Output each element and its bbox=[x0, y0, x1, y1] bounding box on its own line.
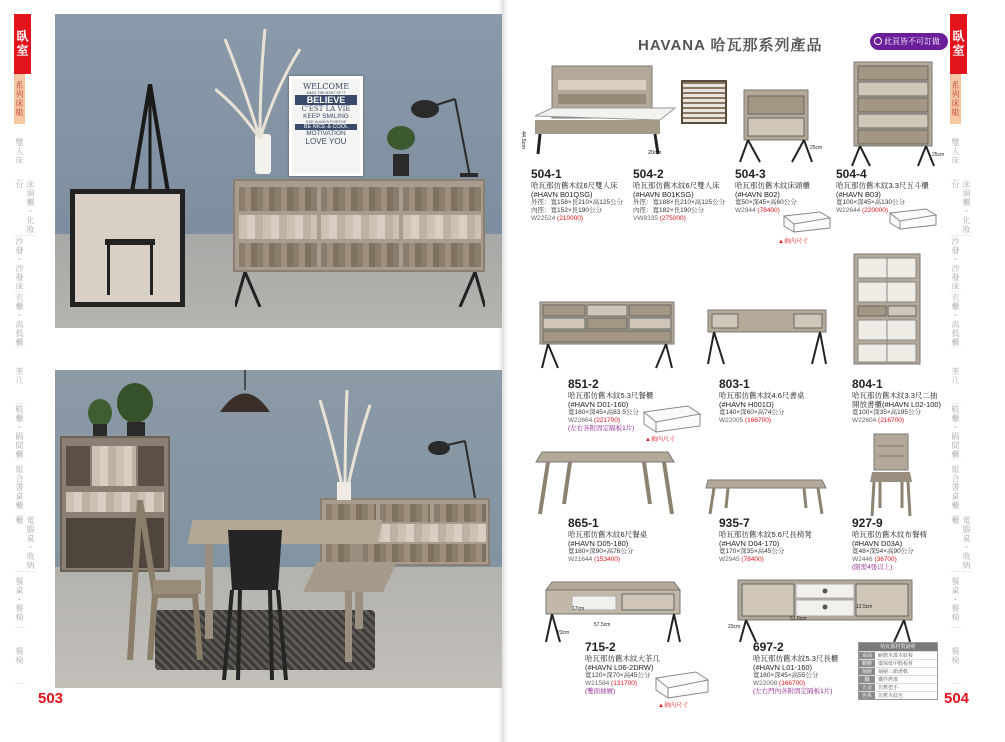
product-803-1[interactable]: 803-1 哈瓦那仿舊木紋4.6尺書桌 (#HAVN H001D) 寬140×深60×高74公分 W22005 (166700) bbox=[719, 377, 805, 424]
bench-935-7-illustration bbox=[704, 476, 828, 516]
product-715-2[interactable]: 715-2 哈瓦那仿舊木紋大茶几 (#HAVN L06-2DRW) 寬120×深70×高45公分 W21584 (131700) (雙面抽屜) bbox=[585, 640, 660, 695]
chest-504-4-illustration bbox=[848, 60, 938, 168]
legend-title: 哈瓦那材質說明 bbox=[859, 643, 937, 651]
chest-dim: 25cm bbox=[932, 152, 945, 158]
product-504-1[interactable]: 504-1 哈瓦那仿舊木紋6尺雙人床 (#HAVN B01QSG) 外徑：寬158×長210×高125公分 內徑：寬152×長190公分 W22524 (210000) bbox=[531, 167, 624, 222]
bed-slats-photo bbox=[681, 80, 727, 124]
room-photo-sideboard bbox=[55, 14, 502, 328]
tab-item[interactable]: 餐椅 bbox=[14, 628, 25, 684]
sideboard bbox=[233, 179, 485, 272]
sideboard-legs bbox=[235, 272, 485, 307]
left-side-tab bbox=[14, 14, 52, 664]
tab-item[interactable]: 茶几 bbox=[14, 348, 25, 404]
pendant-lamp-icon bbox=[215, 370, 275, 415]
tab-main-bedroom[interactable]: 臥室 bbox=[950, 14, 967, 74]
desk-lamp-icon bbox=[410, 89, 480, 179]
tab-sub-series[interactable]: 系列床組 bbox=[14, 74, 25, 124]
inner-size-label: ▲抽內尺寸 bbox=[645, 437, 675, 443]
potted-plant-icon bbox=[85, 378, 155, 438]
tab-item[interactable]: 雙人床 bbox=[14, 124, 25, 180]
canvas-frame bbox=[70, 189, 185, 307]
product-927-9[interactable]: 927-9 哈瓦那仿舊木紋布餐椅 (#HAVN D03A) 寬48×深54×高90公分 W2446 (36700) (限需4張以上) bbox=[852, 516, 927, 571]
tab-item[interactable]: 餐桌・餐椅 bbox=[14, 572, 25, 628]
legend-row: 櫃體 環保低甲醛板材 bbox=[859, 659, 937, 667]
metal-chair-icon bbox=[220, 530, 290, 680]
tab-sub-series[interactable]: 系列床組 bbox=[950, 74, 961, 124]
bed-height-dim: 44.5cm bbox=[520, 131, 526, 150]
tv-cabinet-dim-b: 51.5cm bbox=[790, 616, 807, 622]
tab-item[interactable]: 餐桌・餐椅 bbox=[950, 572, 961, 628]
tab-item[interactable]: 組合書桌櫃 bbox=[14, 460, 25, 516]
drawer-inner-diagram bbox=[640, 402, 704, 434]
legend-row: 五金 仿舊把手 bbox=[859, 683, 937, 691]
tab-item[interactable]: 衣櫃・高低櫃 bbox=[951, 292, 960, 347]
inner-size-label: ▲抽內尺寸 bbox=[658, 703, 688, 709]
product-504-4[interactable]: 504-4 哈瓦那仿舊木紋3.3尺五斗櫃 (#HAVN B03) 寬100×深45×高130公分 W22644 (220000) bbox=[836, 167, 929, 214]
product-865-1[interactable]: 865-1 哈瓦那仿舊木紋6尺餐桌 (#HAVN D05-180) 寬180×深90×高76公分 W21644 (153400) bbox=[568, 516, 648, 563]
bed-504-1-illustration bbox=[530, 64, 680, 162]
bench bbox=[303, 562, 397, 592]
inner-size-label: ▲抽內尺寸 bbox=[778, 239, 808, 245]
product-504-2[interactable]: 504-2 哈瓦那仿舊木紋6尺雙人床 (#HAVN B01KSG) 外徑：寬188×長210×高125公分 內徑：寬182×長190公分 VW8335 (275000) bbox=[633, 167, 726, 222]
drawer-inner-diagram bbox=[652, 668, 712, 700]
coffee-table-dim-c: 23cm bbox=[557, 630, 570, 636]
tab-item[interactable]: 沙發・沙發床 bbox=[15, 236, 24, 291]
tab-item[interactable]: 雙人床 bbox=[950, 124, 961, 180]
stool bbox=[105, 239, 155, 245]
legend-row: 抽屜 抽屜三節滑軌 bbox=[859, 667, 937, 675]
legend-row: 色系 仿舊木紋色 bbox=[859, 691, 937, 699]
tab-item[interactable]: 沙發・沙發床 bbox=[951, 236, 960, 291]
tv-cabinet-dim-c: 23cm bbox=[728, 624, 741, 630]
bed-leg-dim: 20cm bbox=[648, 150, 662, 156]
dining-chair-927-9-illustration bbox=[866, 432, 916, 518]
drawer-inner-diagram bbox=[886, 205, 940, 231]
tab-item[interactable]: 電腦桌・收納櫃 bbox=[951, 516, 971, 570]
tab-item[interactable]: 床頭櫃・化妝台 bbox=[15, 180, 35, 234]
drawer-inner-diagram bbox=[780, 208, 832, 234]
product-935-7[interactable]: 935-7 哈瓦那仿舊木紋5.6尺長椅凳 (#HAVN D04-170) 寬170×深35×高45公分 W2945 (78400) bbox=[719, 516, 812, 563]
coffee-table-dim-a: 17cm bbox=[572, 606, 585, 612]
page-title: HAVANA 哈瓦那系列產品 bbox=[638, 37, 823, 54]
motivation-poster: WELCOME MAKE THE MOST OF IT BELIEVE C'EST LA VIE KEEP SMILING STAY ALWAYS POSITIVE BE NICE & COOL MOTIVATION LOVE YOU bbox=[289, 76, 363, 176]
product-851-2[interactable]: 851-2 哈瓦那仿舊木紋5.3尺餐櫃 (#HAVN D01-160) 寬160×深45×高83.5公分 W22664 (221700) (左右各附固定隔板1片) bbox=[568, 377, 654, 432]
tv-cabinet-697-2-illustration bbox=[736, 576, 914, 644]
product-697-2[interactable]: 697-2 哈瓦那仿舊木紋5.3尺長櫃 (#HAVN L01-160) 寬160×深45×高55公分 W22008 (166700) (左右門內各附固定隔板1片) bbox=[753, 640, 839, 695]
material-legend bbox=[858, 642, 938, 700]
page-number-right: 504 bbox=[944, 690, 970, 707]
desk-lamp-icon bbox=[427, 436, 487, 501]
tab-item[interactable]: 衣櫃・高低櫃 bbox=[15, 292, 24, 347]
tab-item[interactable]: 餐椅 bbox=[950, 628, 961, 684]
page-number-left: 503 bbox=[38, 690, 64, 707]
tab-item[interactable]: 鞋櫃・隔間櫃 bbox=[951, 404, 960, 459]
right-side-tab bbox=[950, 14, 988, 664]
coffee-table-dim-b: 57.5cm bbox=[594, 622, 611, 628]
pampas-grass-icon bbox=[315, 390, 375, 500]
product-804-1[interactable]: 804-1 哈瓦那仿舊木紋3.3尺二抽 開放書櫃(#HAVN L02-100) 寬100×深35×高195公分 W22604 (216700) bbox=[852, 377, 942, 424]
tab-main-bedroom[interactable]: 臥室 bbox=[14, 14, 31, 74]
sideboard-851-2-illustration bbox=[538, 300, 676, 370]
tab-item[interactable]: 床頭櫃・化妝台 bbox=[951, 180, 971, 234]
bookcase-804-1-illustration bbox=[852, 252, 922, 370]
legend-row: 桌面 耐磨木漆木紋板 bbox=[859, 651, 937, 659]
tab-item[interactable]: 茶几 bbox=[950, 348, 961, 404]
not-customizable-badge: 此頁皆不可訂做 bbox=[870, 33, 948, 50]
legend-row: 腳 鐵件烤漆 bbox=[859, 675, 937, 683]
dining-chair-icon bbox=[125, 500, 205, 660]
nightstand-504-3-illustration bbox=[736, 88, 816, 164]
tv-cabinet-dim-a: 12.5cm bbox=[856, 604, 873, 610]
tab-item[interactable]: 電腦桌・收納櫃 bbox=[15, 516, 35, 570]
desk-803-1-illustration bbox=[706, 308, 828, 366]
nightstand-dim: 25cm bbox=[810, 145, 823, 151]
tab-item[interactable]: 組合書桌櫃 bbox=[950, 460, 961, 516]
product-504-3[interactable]: 504-3 哈瓦那仿舊木紋床頭櫃 (#HAVN B02) 寬50×深45×高60公分 W2944 (78400) bbox=[735, 167, 810, 214]
room-photo-dining bbox=[55, 370, 502, 688]
vase bbox=[255, 134, 271, 174]
tab-item[interactable]: 鞋櫃・隔間櫃 bbox=[15, 404, 24, 459]
dining-table-865-1-illustration bbox=[534, 448, 676, 516]
